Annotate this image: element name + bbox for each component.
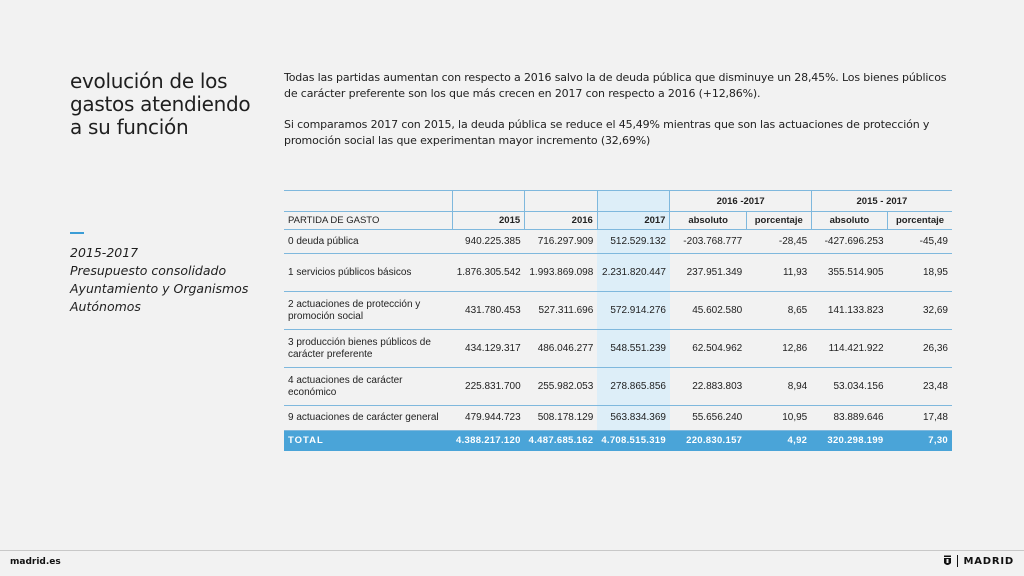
- cell-2017: 278.865.856: [597, 368, 670, 406]
- header-empty-cell: [284, 191, 452, 212]
- title-line: a su función: [70, 115, 189, 139]
- cell-2016: 508.178.129: [525, 406, 598, 431]
- footer-site-link[interactable]: madrid.es: [10, 557, 61, 567]
- cell-2015: 431.780.453: [452, 292, 525, 330]
- cell-abs-15-17: -427.696.253: [811, 230, 887, 254]
- logo-text: MADRID: [963, 555, 1014, 567]
- cell-pct-15-17: 18,95: [888, 254, 952, 292]
- cell-pct-16-17: 10,95: [746, 406, 811, 431]
- cell-pct-16-17: -28,45: [746, 230, 811, 254]
- cell-2016: 1.993.869.098: [525, 254, 598, 292]
- cell-2015: 940.225.385: [452, 230, 525, 254]
- row-label: 9 actuaciones de carácter general: [284, 406, 452, 431]
- cell-2017: 572.914.276: [597, 292, 670, 330]
- cell-abs-16-17: -203.768.777: [670, 230, 746, 254]
- table-row: [284, 330, 952, 368]
- subtitle-line: 2015-2017: [70, 245, 139, 260]
- subtitle-line: Autónomos: [70, 299, 141, 314]
- subtitle-line: Ayuntamiento y Organismos: [70, 281, 249, 296]
- table-row: [284, 292, 952, 330]
- total-abs-16-17: 220.830.157: [670, 431, 746, 451]
- row-label: 4 actuaciones de carácter económico: [284, 368, 452, 406]
- cell-2017: 2.231.820.447: [597, 254, 670, 292]
- accent-divider: [70, 232, 84, 234]
- cell-pct-16-17: 11,93: [746, 254, 811, 292]
- cell-2015: 434.129.317: [452, 330, 525, 368]
- row-label: 3 producción bienes públicos de carácter preferente: [284, 330, 452, 368]
- cell-abs-16-17: 55.656.240: [670, 406, 746, 431]
- cell-2015: 225.831.700: [452, 368, 525, 406]
- cell-abs-15-17: 355.514.905: [811, 254, 887, 292]
- cell-abs-15-17: 114.421.922: [811, 330, 887, 368]
- table-total-row: [284, 431, 952, 451]
- row-label: 1 servicios públicos básicos: [284, 254, 452, 292]
- madrid-crest-icon: [943, 555, 952, 567]
- cell-abs-16-17: 45.602.580: [670, 292, 746, 330]
- subtitle-line: Presupuesto consolidado: [70, 263, 227, 278]
- cell-pct-15-17: 23,48: [888, 368, 952, 406]
- cell-2017: 563.834.369: [597, 406, 670, 431]
- madrid-logo: [943, 555, 1014, 567]
- column-header: 2017: [597, 212, 670, 230]
- logo-separator: [957, 555, 958, 567]
- row-label: 2 actuaciones de protección y promoción social: [284, 292, 452, 330]
- total-pct-16-17: 4,92: [746, 431, 811, 451]
- column-header: 2015: [452, 212, 525, 230]
- total-label: TOTAL: [284, 431, 452, 451]
- cell-abs-15-17: 83.889.646: [811, 406, 887, 431]
- cell-2017: 548.551.239: [597, 330, 670, 368]
- total-2017: 4.708.515.319: [597, 431, 670, 451]
- cell-pct-15-17: 17,48: [888, 406, 952, 431]
- cell-abs-16-17: 22.883.803: [670, 368, 746, 406]
- cell-pct-16-17: 8,65: [746, 292, 811, 330]
- footer-divider: [0, 550, 1024, 551]
- cell-pct-15-17: 32,69: [888, 292, 952, 330]
- column-header: absoluto: [670, 212, 746, 230]
- comparison-paragraph: Si comparamos 2017 con 2015, la deuda pública se reduce el 45,49% mientras que son las actuaciones de protección y promoción social las que experimentan mayor incremento (32,69%): [284, 118, 930, 147]
- cell-pct-16-17: 8,94: [746, 368, 811, 406]
- column-header: porcentaje: [888, 212, 952, 230]
- cell-abs-16-17: 62.504.962: [670, 330, 746, 368]
- cell-2016: 255.982.053: [525, 368, 598, 406]
- cell-2015: 1.876.305.542: [452, 254, 525, 292]
- table-column-header-row: [284, 212, 952, 230]
- table-row: [284, 230, 952, 254]
- column-header: porcentaje: [746, 212, 811, 230]
- table-row: [284, 368, 952, 406]
- header-empty-cell: [597, 191, 670, 212]
- group-header-2016-2017: 2016 -2017: [670, 191, 811, 212]
- cell-2016: 716.297.909: [525, 230, 598, 254]
- cell-pct-16-17: 12,86: [746, 330, 811, 368]
- cell-pct-15-17: 26,36: [888, 330, 952, 368]
- cell-2016: 527.311.696: [525, 292, 598, 330]
- table-row: [284, 406, 952, 431]
- group-header-2015-2017: 2015 - 2017: [811, 191, 952, 212]
- cell-2017: 512.529.132: [597, 230, 670, 254]
- summary-paragraph: Todas las partidas aumentan con respecto a 2016 salvo la de deuda pública que disminuye un 28,45%. Los bienes públicos de carácter preferente son los que más crecen en 2017 con respecto a 2016 (+12,86%).: [284, 71, 947, 100]
- cell-2015: 479.944.723: [452, 406, 525, 431]
- cell-abs-15-17: 141.133.823: [811, 292, 887, 330]
- column-header: 2016: [525, 212, 598, 230]
- table-group-header-row: [284, 191, 952, 212]
- header-empty-cell: [452, 191, 525, 212]
- page-title: [70, 70, 260, 139]
- subtitle: [70, 244, 270, 316]
- cell-abs-16-17: 237.951.349: [670, 254, 746, 292]
- header-empty-cell: [525, 191, 598, 212]
- total-pct-15-17: 7,30: [888, 431, 952, 451]
- column-header: absoluto: [811, 212, 887, 230]
- total-abs-15-17: 320.298.199: [811, 431, 887, 451]
- cell-2016: 486.046.277: [525, 330, 598, 368]
- row-label: 0 deuda pública: [284, 230, 452, 254]
- total-2016: 4.487.685.162: [525, 431, 598, 451]
- total-2015: 4.388.217.120: [452, 431, 525, 451]
- cell-pct-15-17: -45,49: [888, 230, 952, 254]
- title-line: gastos atendiendo: [70, 92, 251, 116]
- title-line: evolución de los: [70, 69, 228, 93]
- cell-abs-15-17: 53.034.156: [811, 368, 887, 406]
- column-header: PARTIDA DE GASTO: [284, 212, 452, 230]
- expenditure-table: [284, 190, 952, 451]
- table-row: [284, 254, 952, 292]
